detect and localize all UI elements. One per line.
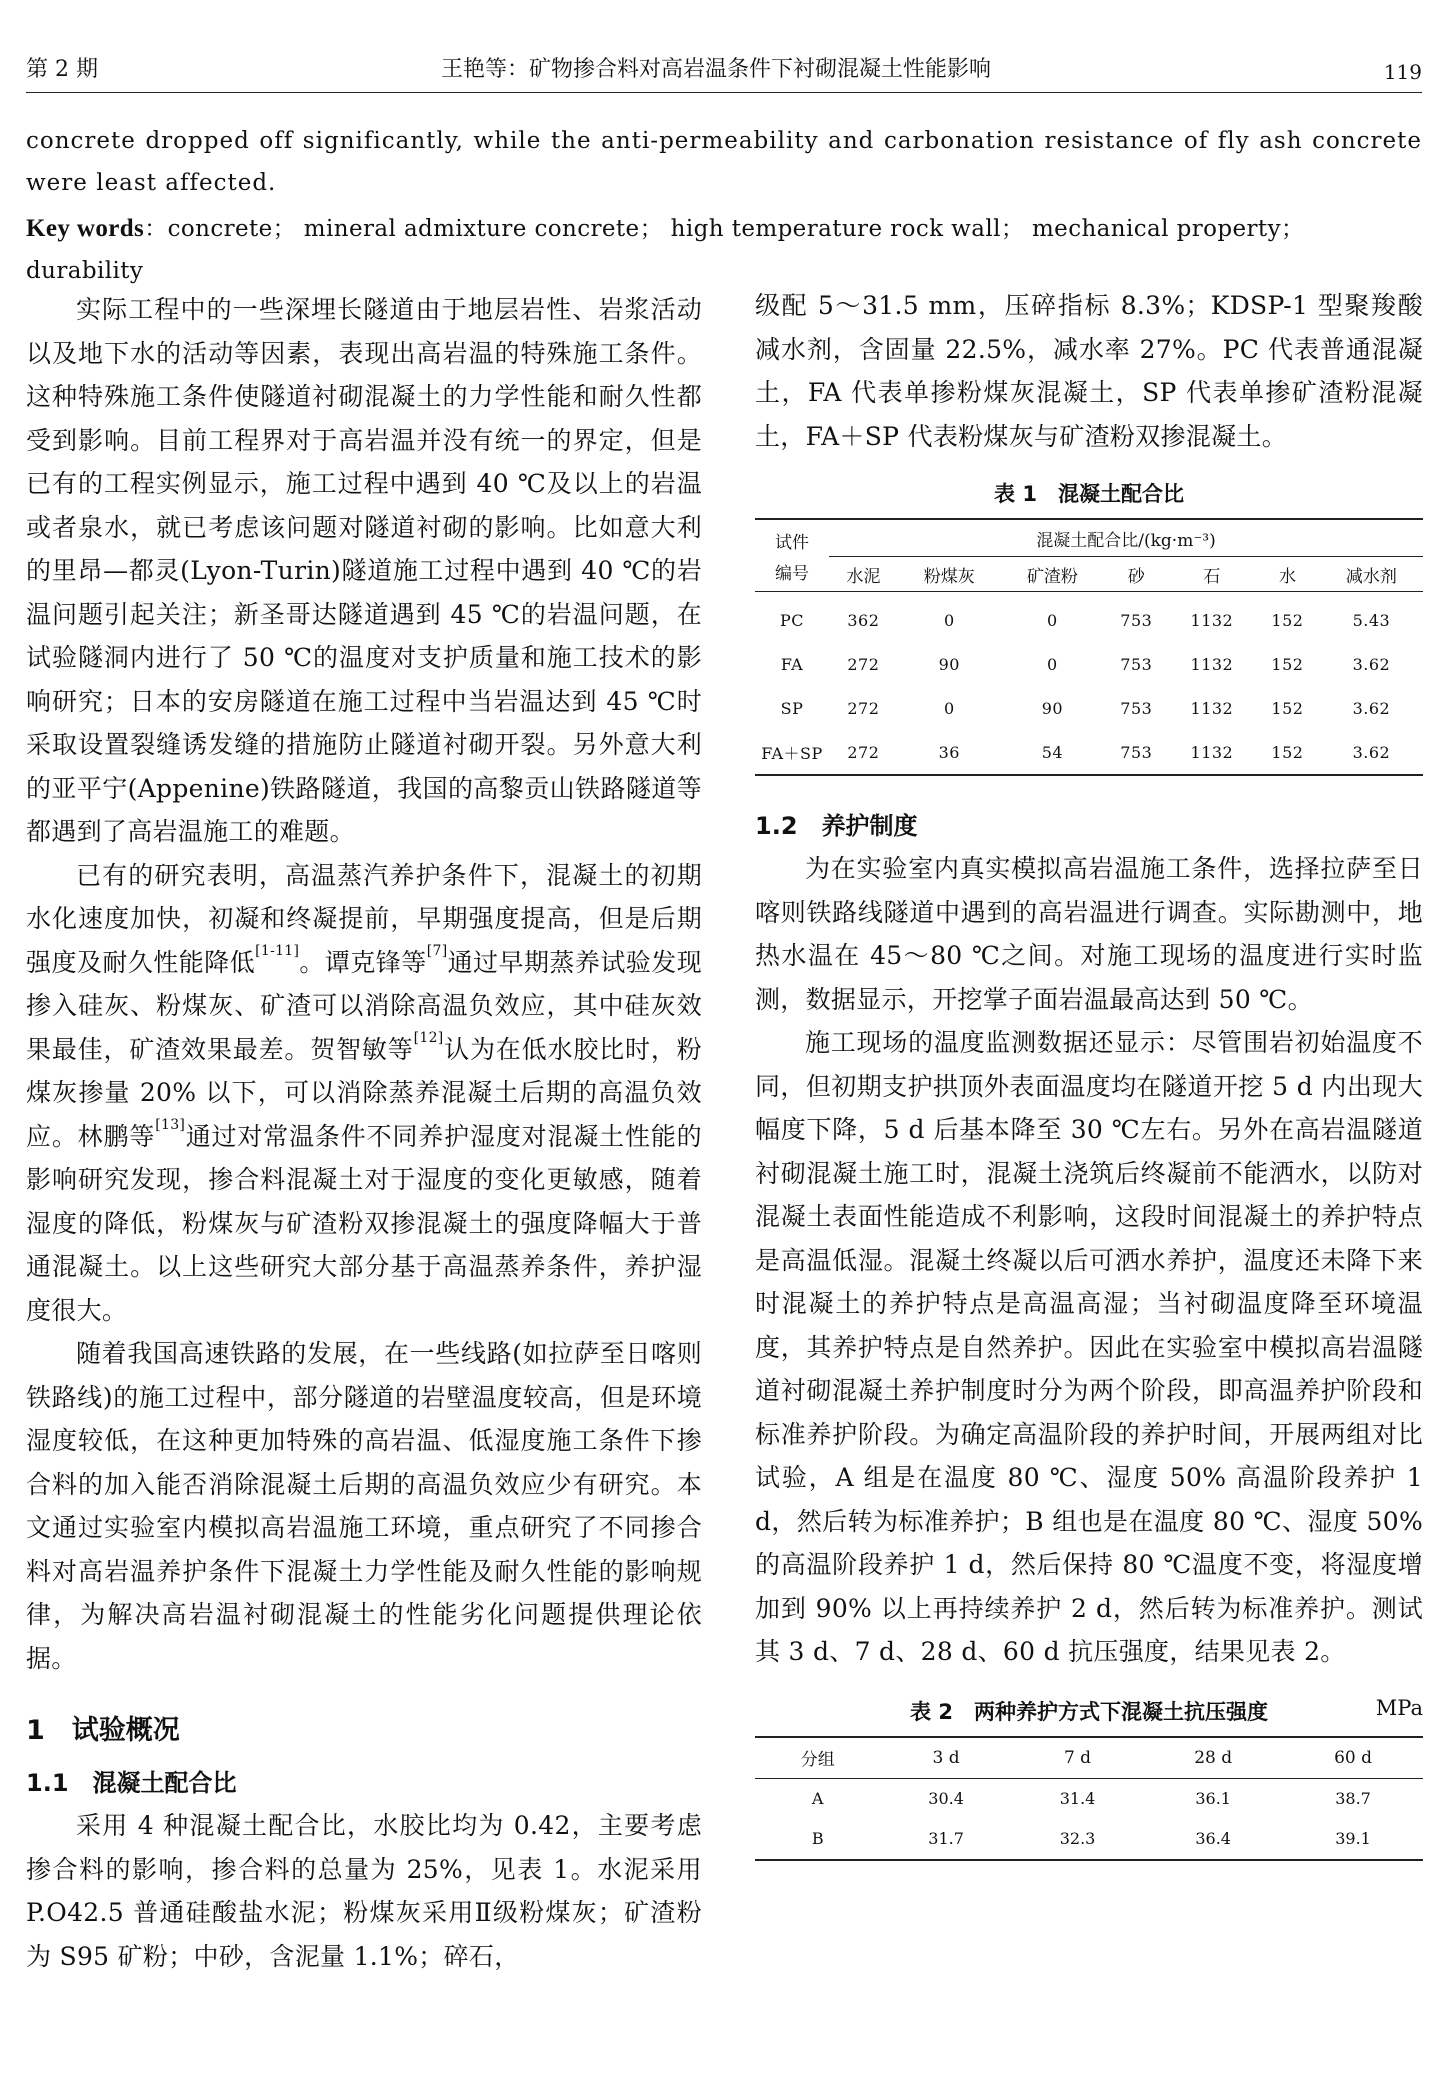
table1-cell: 3.62: [1352, 654, 1391, 674]
table1-mix-header: 混凝土配合比/(kg·m⁻³): [829, 519, 1423, 557]
table1-cell: 54: [1041, 742, 1064, 762]
text-segment: 通过对常温条件不同养护湿度对混凝土性能的影响研究发现，掺合料混凝土对于湿度的变化更敏感，随着湿度的降低，粉煤灰与矿渣粉双掺混凝土的强度降幅大于普通混凝土。以上这些研究大部分基于高温蒸养条件，养护湿度很大。: [26, 1121, 702, 1325]
table2-caption: 表 2 两种养护方式下混凝土抗压强度: [910, 1699, 1268, 1724]
table1-cell: 5.43: [1352, 610, 1391, 630]
paragraph-motivation: 随着我国高速铁路的发展，在一些线路(如拉萨至日喀则铁路线)的施工过程中，部分隧道的岩壁温度较高，但是环境湿度较低，在这种更加特殊的高岩温、低湿度施工条件下掺合料的加入能否消除混凝土后期的高温负效应少有研究。本文通过实验室内模拟高岩温施工环境，重点研究了不同掺合料对高岩温养护条件下混凝土力学性能及耐久性能的影响规律，为解决高岩温衬砌混凝土的性能劣化问题提供理论依据。: [26, 1339, 702, 1673]
table1-cell: 272: [847, 742, 880, 762]
table2-cell: 39.1: [1335, 1829, 1371, 1848]
table1-cell: 152: [1271, 698, 1304, 718]
table1-column-header: 水泥: [829, 557, 898, 592]
table1-column-header: 砂: [1104, 557, 1169, 592]
table1-column-header: 减水剂: [1320, 557, 1423, 592]
table1-caption: 表 1 混凝土配合比: [994, 482, 1184, 506]
paragraph-curing-regime: 施工现场的温度监测数据还显示：尽管围岩初始温度不同，但初期支护拱顶外表面温度均在隧道开挖 5 d 内出现大幅度下降，5 d 后基本降至 30 ℃左右。另外在高岩温隧道衬砌混凝土施工时，混凝土浇筑后终凝前不能洒水，以防对混凝土表面性能造成不利影响，这段时间混凝土的养护特点是高温低湿。混凝土终凝以后可洒水养护，温度还未降下来时混凝土的养护特点是高温高湿；当衬砌温度降至环境温度，其养护特点是自然养护。因此在实验室中模拟高岩温隧道衬砌混凝土养护制度时分为两个阶段，即高温养护阶段和标准养护阶段。为确定高温阶段的养护时间，开展两组对比试验，A 组是在温度 80 ℃、湿度 50% 高温阶段养护 1 d，然后转为标准养护；B 组也是在温度 80 ℃、湿度 50% 的高温阶段养护 1 d，然后保持 80 ℃温度不变，将湿度增加到 90% 以上再持续养护 2 d，然后转为标准养护。测试其 3 d、7 d、28 d、60 d 抗压强度，结果见表 2。: [755, 1028, 1423, 1666]
table2-column-header: 60 d: [1283, 1737, 1423, 1779]
paragraph-literature: [26, 854, 702, 1333]
issue-label: 第 2 期: [26, 57, 98, 82]
text-segment: 认为在低水胶比时，粉煤灰掺量 20% 以下，可以消除蒸养混凝土后期的高温负效应。林鹏等: [26, 1034, 702, 1151]
table2-cell: 31.7: [928, 1829, 964, 1848]
keywords-line: [26, 208, 1422, 292]
abstract-tail: concrete dropped off significantly, while the anti-permeability and carbonation resistance of fly ash concrete were least affected.: [26, 128, 1422, 196]
table2-cell: 31.4: [1059, 1789, 1096, 1808]
citation: [7]: [426, 942, 448, 959]
page-number: 119: [1383, 60, 1422, 84]
table2-cell: 36.1: [1195, 1789, 1231, 1808]
table1-cell: 753: [1120, 742, 1153, 762]
keywords-text: ：concrete； mineral admixture concrete； high temperature rock wall； mechanical property； durability: [26, 216, 1305, 284]
table1-cell: 0: [943, 698, 955, 718]
table2-compressive-strength: [755, 1736, 1423, 1861]
table2-cell: 32.3: [1059, 1829, 1096, 1848]
table1-cell: 362: [847, 610, 880, 630]
table1-cell: 753: [1120, 698, 1153, 718]
table1-cell: 152: [1271, 610, 1304, 630]
table2-cell: 36.4: [1195, 1829, 1231, 1848]
table1-cell: 1132: [1190, 654, 1234, 674]
table1-cell: 272: [847, 698, 880, 718]
table1-cell: 1132: [1190, 742, 1234, 762]
table1-column-header: 水: [1255, 557, 1320, 592]
table1-column-header: 矿渣粉: [1001, 557, 1104, 592]
table1-cell: 3.62: [1352, 698, 1391, 718]
table2-unit: MPa: [1375, 1695, 1423, 1720]
table1-column-header: 粉煤灰: [898, 557, 1001, 592]
running-title: 王艳等：矿物掺合料对高岩温条件下衬砌混凝土性能影响: [441, 57, 992, 82]
table2-row: [755, 1778, 1423, 1819]
table1-cell: 0: [1047, 610, 1058, 630]
table1-cell: 1132: [1190, 610, 1234, 630]
table1-cell: 36: [938, 742, 960, 762]
table2-cell: 38.7: [1335, 1789, 1371, 1808]
paragraph-materials-cont: 级配 5～31.5 mm，压碎指标 8.3%；KDSP-1 型聚羧酸减水剂，含固量 22.5%，减水率 27%。PC 代表普通混凝土，FA 代表单掺粉煤灰混凝土，SP 代表单掺矿渣粉混凝土，FA＋SP 代表粉煤灰与矿渣粉双掺混凝土。: [755, 291, 1423, 451]
table1-row-id: SP: [780, 698, 804, 718]
table2-column-header: 28 d: [1143, 1737, 1283, 1779]
table2-column-header: 3 d: [880, 1737, 1011, 1779]
table1-row: [755, 592, 1423, 643]
text-segment: 通过早期蒸养试验发现掺入硅灰、粉煤灰、矿渣可以消除高温负效应，其中硅灰效果最佳，矿渣效果最差。贺智敏等: [26, 947, 702, 1064]
table1-cell: 1132: [1190, 698, 1234, 718]
table2-column-header: 分组: [755, 1737, 880, 1779]
paragraph-intro: 实际工程中的一些深埋长隧道由于地层岩性、岩浆活动以及地下水的活动等因素，表现出高岩温的特殊施工条件。这种特殊施工条件使隧道衬砌混凝土的力学性能和耐久性都受到影响。目前工程界对于高岩温并没有统一的界定，但是已有的工程实例显示，施工过程中遇到 40 ℃及以上的岩温或者泉水，就已考虑该问题对隧道衬砌的影响。比如意大利的里昂—都灵(Lyon-Turin)隧道施工过程中遇到 40 ℃的岩温问题引起关注；新圣哥达隧道遇到 45 ℃的岩温问题，在试验隧洞内进行了 50 ℃的温度对支护质量和施工技术的影响研究；日本的安房隧道在施工过程中当岩温达到 45 ℃时采取设置裂缝诱发缝的措施防止隧道衬砌开裂。另外意大利的亚平宁(Appenine)铁路隧道，我国的高黎贡山铁路隧道等都遇到了高岩温施工的难题。: [26, 295, 702, 846]
table1-row-id: FA: [780, 654, 804, 674]
keywords-label: Key words: [26, 215, 145, 242]
table1-mix-proportion: [755, 518, 1423, 776]
running-header: [26, 52, 1422, 92]
table1-cell: 753: [1120, 654, 1153, 674]
table1-cell: 0: [1047, 654, 1058, 674]
table1-cell: 0: [943, 610, 955, 630]
table1-row: [755, 642, 1423, 686]
subsection-heading: 1.2 养护制度: [755, 812, 918, 840]
table1-column-header: 石: [1169, 557, 1255, 592]
right-column: [755, 284, 1423, 1861]
table1-cell: 3.62: [1352, 742, 1391, 762]
paragraph-curing-survey: 为在实验室内真实模拟高岩温施工条件，选择拉萨至日喀则铁路线隧道中遇到的高岩温进行调查。实际勘测中，地热水温在 45～80 ℃之间。对施工现场的温度进行实时监测，数据显示，开挖掌子面岩温最高达到 50 ℃。: [755, 854, 1423, 1014]
table2-row: [755, 1819, 1423, 1860]
section-heading: 1 试验概况: [26, 1715, 180, 1746]
table1-cell: 272: [847, 654, 880, 674]
table2-column-header: 7 d: [1012, 1737, 1143, 1779]
paragraph-materials: 采用 4 种混凝土配合比，水胶比均为 0.42，主要考虑掺合料的影响，掺合料的总量为 25%，见表 1。水泥采用 P.O42.5 普通硅酸盐水泥；粉煤灰采用Ⅱ级粉煤灰；矿渣粉为 S95 矿粉；中砂，含泥量 1.1%；碎石，: [26, 1811, 702, 1971]
table1-row-id: PC: [779, 610, 804, 630]
subsection-heading: 1.1 混凝土配合比: [26, 1769, 237, 1797]
table1-id-header-line1: 试件: [775, 532, 809, 553]
table1-cell: 90: [1041, 698, 1064, 718]
citation: [13]: [155, 1116, 186, 1133]
citation: [1-11]: [255, 942, 300, 959]
table1-row-id: FA＋SP: [761, 743, 823, 763]
table1-id-header: [755, 519, 829, 592]
table2-row-id: A: [811, 1789, 824, 1808]
header-rule: [26, 92, 1422, 93]
table1-row: [755, 686, 1423, 730]
text-segment: 。谭克锋等: [299, 947, 427, 977]
table1-cell: 152: [1271, 654, 1304, 674]
table2-caption-row: [755, 1696, 1423, 1730]
table1-cell: 152: [1271, 742, 1304, 762]
table2-cell: 30.4: [928, 1789, 964, 1808]
table1-cell: 753: [1120, 610, 1153, 630]
table1-row: [755, 730, 1423, 775]
left-column: [26, 288, 702, 1978]
text-segment: 已有的研究表明，高温蒸汽养护条件下，混凝土的初期水化速度加快，初凝和终凝提前，早期强度提高，但是后期强度及耐久性能降低: [26, 860, 702, 977]
table1-id-header-line2: 编号: [775, 563, 809, 584]
table1-cell: 90: [938, 654, 960, 674]
table2-row-id: B: [811, 1829, 824, 1848]
citation: [12]: [413, 1029, 444, 1046]
